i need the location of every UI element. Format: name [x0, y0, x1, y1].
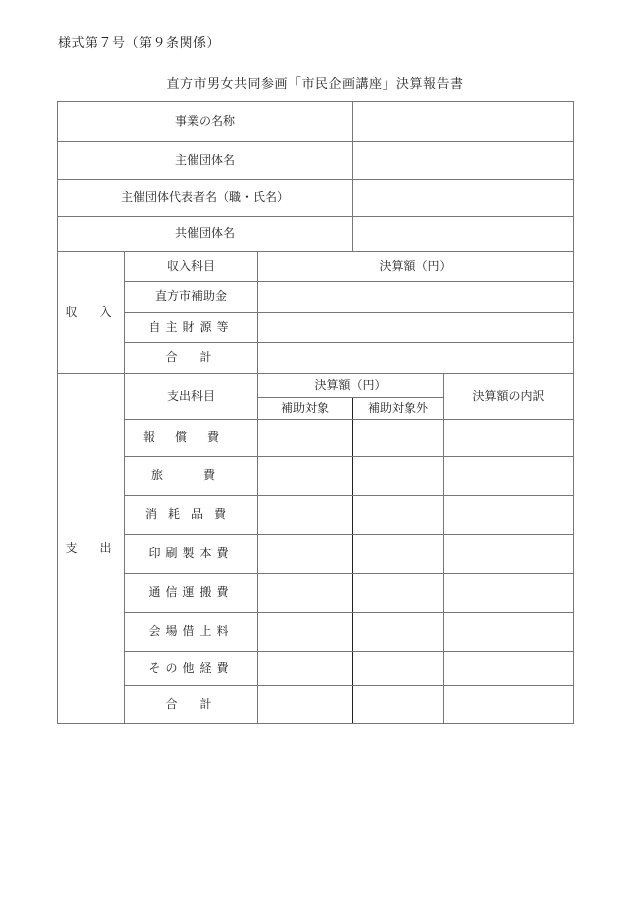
subsidized-amount-field[interactable] [258, 613, 353, 652]
subsidized-amount-field[interactable] [258, 496, 353, 535]
expense-non-subsidized-header: 補助対象外 [353, 398, 444, 420]
total-subsidized-field[interactable] [258, 686, 353, 724]
non-subsidized-amount-field[interactable] [353, 574, 444, 613]
label-co-organizer: 共催団体名 [58, 217, 353, 252]
expense-row [58, 535, 574, 574]
expense-total-label: 合 計 [125, 686, 258, 724]
organizer-field[interactable] [353, 142, 574, 180]
expense-row [58, 613, 574, 652]
expense-item-label: 報償費 [125, 420, 258, 457]
non-subsidized-amount-field[interactable] [353, 535, 444, 574]
expense-header-row [58, 374, 574, 398]
non-subsidized-amount-field[interactable] [353, 652, 444, 686]
breakdown-field[interactable] [444, 420, 574, 457]
total-breakdown-field[interactable] [444, 686, 574, 724]
breakdown-field[interactable] [444, 496, 574, 535]
expense-amount-header: 決算額（円） [258, 374, 444, 398]
label-organizer: 主催団体名 [58, 142, 353, 180]
subsidized-amount-field[interactable] [258, 420, 353, 457]
form-number: 様式第７号（第９条関係） [58, 36, 221, 51]
event-name-field[interactable] [353, 102, 574, 142]
breakdown-field[interactable] [444, 574, 574, 613]
income-item-label: 直方市補助金 [125, 282, 258, 313]
expense-item-label: 印刷製本費 [125, 535, 258, 574]
expense-item-header: 支出科目 [125, 374, 258, 420]
non-subsidized-amount-field[interactable] [353, 613, 444, 652]
expense-row [58, 457, 574, 496]
label-event-name: 事業の名称 [58, 102, 353, 142]
income-amount-field[interactable] [258, 313, 574, 343]
info-row-organizer [58, 142, 574, 180]
expense-subsidized-header: 補助対象 [258, 398, 353, 420]
income-total-label: 合 計 [125, 343, 258, 374]
income-row [58, 313, 574, 343]
income-header-row [58, 252, 574, 282]
income-total-field[interactable] [258, 343, 574, 374]
expense-row [58, 496, 574, 535]
income-amount-field[interactable] [258, 282, 574, 313]
subsidized-amount-field[interactable] [258, 652, 353, 686]
breakdown-field[interactable] [444, 457, 574, 496]
subsidized-amount-field[interactable] [258, 535, 353, 574]
info-row-event-name [58, 102, 574, 142]
income-amount-header: 決算額（円） [258, 252, 574, 282]
income-item-header: 収入科目 [125, 252, 258, 282]
expense-item-label: 消耗品費 [125, 496, 258, 535]
expense-total-row [58, 686, 574, 724]
expense-item-label: 旅費 [125, 457, 258, 496]
income-total-row [58, 343, 574, 374]
expense-row [58, 574, 574, 613]
expense-row [58, 652, 574, 686]
breakdown-field[interactable] [444, 613, 574, 652]
expense-item-label: その他経費 [125, 652, 258, 686]
breakdown-field[interactable] [444, 535, 574, 574]
subsidized-amount-field[interactable] [258, 574, 353, 613]
non-subsidized-amount-field[interactable] [353, 457, 444, 496]
income-item-label: 自主財源等 [125, 313, 258, 343]
expense-breakdown-header: 決算額の内訳 [444, 374, 574, 420]
income-section-label: 収 入 [58, 252, 125, 374]
breakdown-field[interactable] [444, 652, 574, 686]
representative-field[interactable] [353, 180, 574, 217]
expense-section-label: 支 出 [58, 374, 125, 724]
co-organizer-field[interactable] [353, 217, 574, 252]
total-non-subsidized-field[interactable] [353, 686, 444, 724]
settlement-report-table [57, 101, 574, 724]
non-subsidized-amount-field[interactable] [353, 496, 444, 535]
non-subsidized-amount-field[interactable] [353, 420, 444, 457]
document-title: 直方市男女共同参画「市民企画講座」決算報告書 [166, 77, 464, 92]
expense-item-label: 会場借上料 [125, 613, 258, 652]
info-row-co-organizer [58, 217, 574, 252]
subsidized-amount-field[interactable] [258, 457, 353, 496]
info-row-representative [58, 180, 574, 217]
expense-item-label: 通信運搬費 [125, 574, 258, 613]
expense-row [58, 420, 574, 457]
label-representative: 主催団体代表者名（職・氏名） [58, 180, 353, 217]
income-row [58, 282, 574, 313]
